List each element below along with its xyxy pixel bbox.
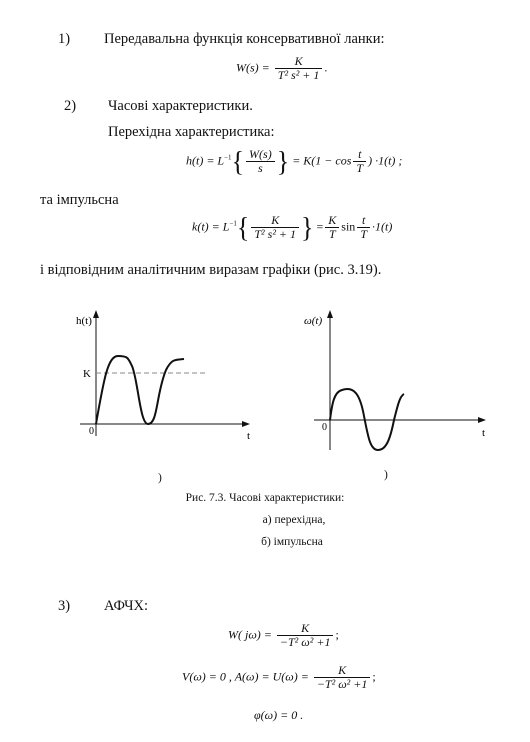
item-3-text: АФЧХ: xyxy=(104,598,149,614)
eq3-t-num: t xyxy=(357,214,370,228)
eq4-numerator: K xyxy=(277,622,334,636)
graph-a-xlabel: t xyxy=(247,430,251,442)
eq3-k-fraction xyxy=(325,214,339,241)
graph-a-curve xyxy=(96,356,184,424)
eq5-end: ; xyxy=(372,669,376,684)
eq4-fraction xyxy=(277,622,334,649)
equation-transfer-function xyxy=(236,55,327,82)
graph-a-ylabel: h(t) xyxy=(76,315,92,327)
eq1-fraction xyxy=(275,55,323,82)
eq4-denominator: −T² ω² +1 xyxy=(279,635,331,649)
eq3-sin: sin xyxy=(341,219,356,234)
eq5-v: V(ω) = 0 , xyxy=(182,669,232,684)
figure-caption-b: б) імпульсна xyxy=(261,536,323,548)
eq3-k-den: T xyxy=(328,227,336,241)
eq1-lhs: W(s) = xyxy=(236,60,273,75)
graph-b-ylabel: ω(t) xyxy=(304,315,323,327)
graph-impulse-response xyxy=(300,308,500,458)
graph-b-y-arrow xyxy=(327,310,333,318)
eq5-numerator: K xyxy=(314,664,371,678)
figure-caption-a: а) перехідна, xyxy=(262,514,326,526)
graph-b-subcaption: ) xyxy=(384,469,388,481)
eq3-k-num: K xyxy=(325,214,339,228)
equation-phase: φ(ω) = 0 . xyxy=(254,708,304,722)
graph-b-origin: 0 xyxy=(322,422,327,433)
eq5-a: A(ω) = U(ω) = xyxy=(234,669,312,684)
graph-a-origin: 0 xyxy=(89,426,94,437)
eq2-t-num: t xyxy=(353,148,366,162)
graph-a-subcaption: ) xyxy=(158,472,162,484)
equation-impulse-response: $k(t) = L^{-1}${ $\frac{K}{\text{T² s² + 1}}$ } = $\frac{K}{T}$ sin $\frac{t}{T}$ ·1(t) xyxy=(192,211,393,243)
graphs-paragraph: і відповідним аналітичним виразам графіки (рис. 3.19). xyxy=(40,262,382,278)
eq3-fraction xyxy=(251,214,299,241)
eq5-fraction xyxy=(314,664,371,691)
eq3-equals: = xyxy=(316,219,324,234)
eq2-t-fraction xyxy=(353,148,366,175)
item-1-text: Передавальна функція консервативної ланки: xyxy=(104,31,385,47)
graph-b-x-arrow xyxy=(478,417,486,423)
eq5-denominator: −T² ω² +1 xyxy=(316,677,368,691)
eq2-lhs: h(t) = L xyxy=(186,153,225,168)
eq3-numerator: K xyxy=(251,214,299,228)
graph-a-x-arrow xyxy=(242,421,250,427)
eq2-inverse: −1 xyxy=(224,153,232,162)
eq3-lhs: k(t) = L xyxy=(192,219,230,234)
eq3-inverse: −1 xyxy=(229,219,237,228)
item-2-text: Часові характеристики. xyxy=(108,98,253,114)
item-3-number: 3) xyxy=(58,598,71,614)
eq1-numerator: K xyxy=(275,55,323,69)
graph-a-y-arrow xyxy=(93,310,99,318)
eq2-denominator: s xyxy=(258,161,263,175)
equation-real-imag xyxy=(182,664,376,691)
eq2-numerator: W(s) xyxy=(246,148,275,162)
eq1-denominator: T² s² + 1 xyxy=(277,68,320,82)
eq2-end: ) ·1(t) ; xyxy=(368,153,403,168)
eq2-t-den: T xyxy=(356,161,364,175)
item-2-number: 2) xyxy=(64,98,77,114)
step-response-label: Перехідна характеристика: xyxy=(108,124,275,140)
item-1-number: 1) xyxy=(58,31,71,47)
graph-step-response xyxy=(60,308,260,458)
figure-caption-title: Рис. 7.3. Часові характеристики: xyxy=(185,492,345,504)
equation-step-response: $h(t) = L^{-1}${ $\frac{W(s)}{s}$ } = K(1 − cos $\frac{t}{T}$ ) ·1(t) ; xyxy=(186,145,403,177)
graph-a-k-label: K xyxy=(83,368,91,380)
impulse-label: та імпульсна xyxy=(40,192,119,208)
eq1-end: . xyxy=(324,60,328,75)
eq2-fraction xyxy=(246,148,275,175)
eq3-t-den: T xyxy=(360,227,367,241)
eq3-t-fraction xyxy=(357,214,370,241)
eq4-lhs: W( jω) = xyxy=(228,627,275,642)
eq4-end: ; xyxy=(335,627,339,642)
eq3-denominator: T² s² + 1 xyxy=(254,227,297,241)
equation-frequency-response xyxy=(228,622,339,649)
eq2-middle: = K(1 − cos xyxy=(292,153,352,168)
graph-b-xlabel: t xyxy=(482,427,486,439)
eq3-end: ·1(t) xyxy=(372,219,393,234)
